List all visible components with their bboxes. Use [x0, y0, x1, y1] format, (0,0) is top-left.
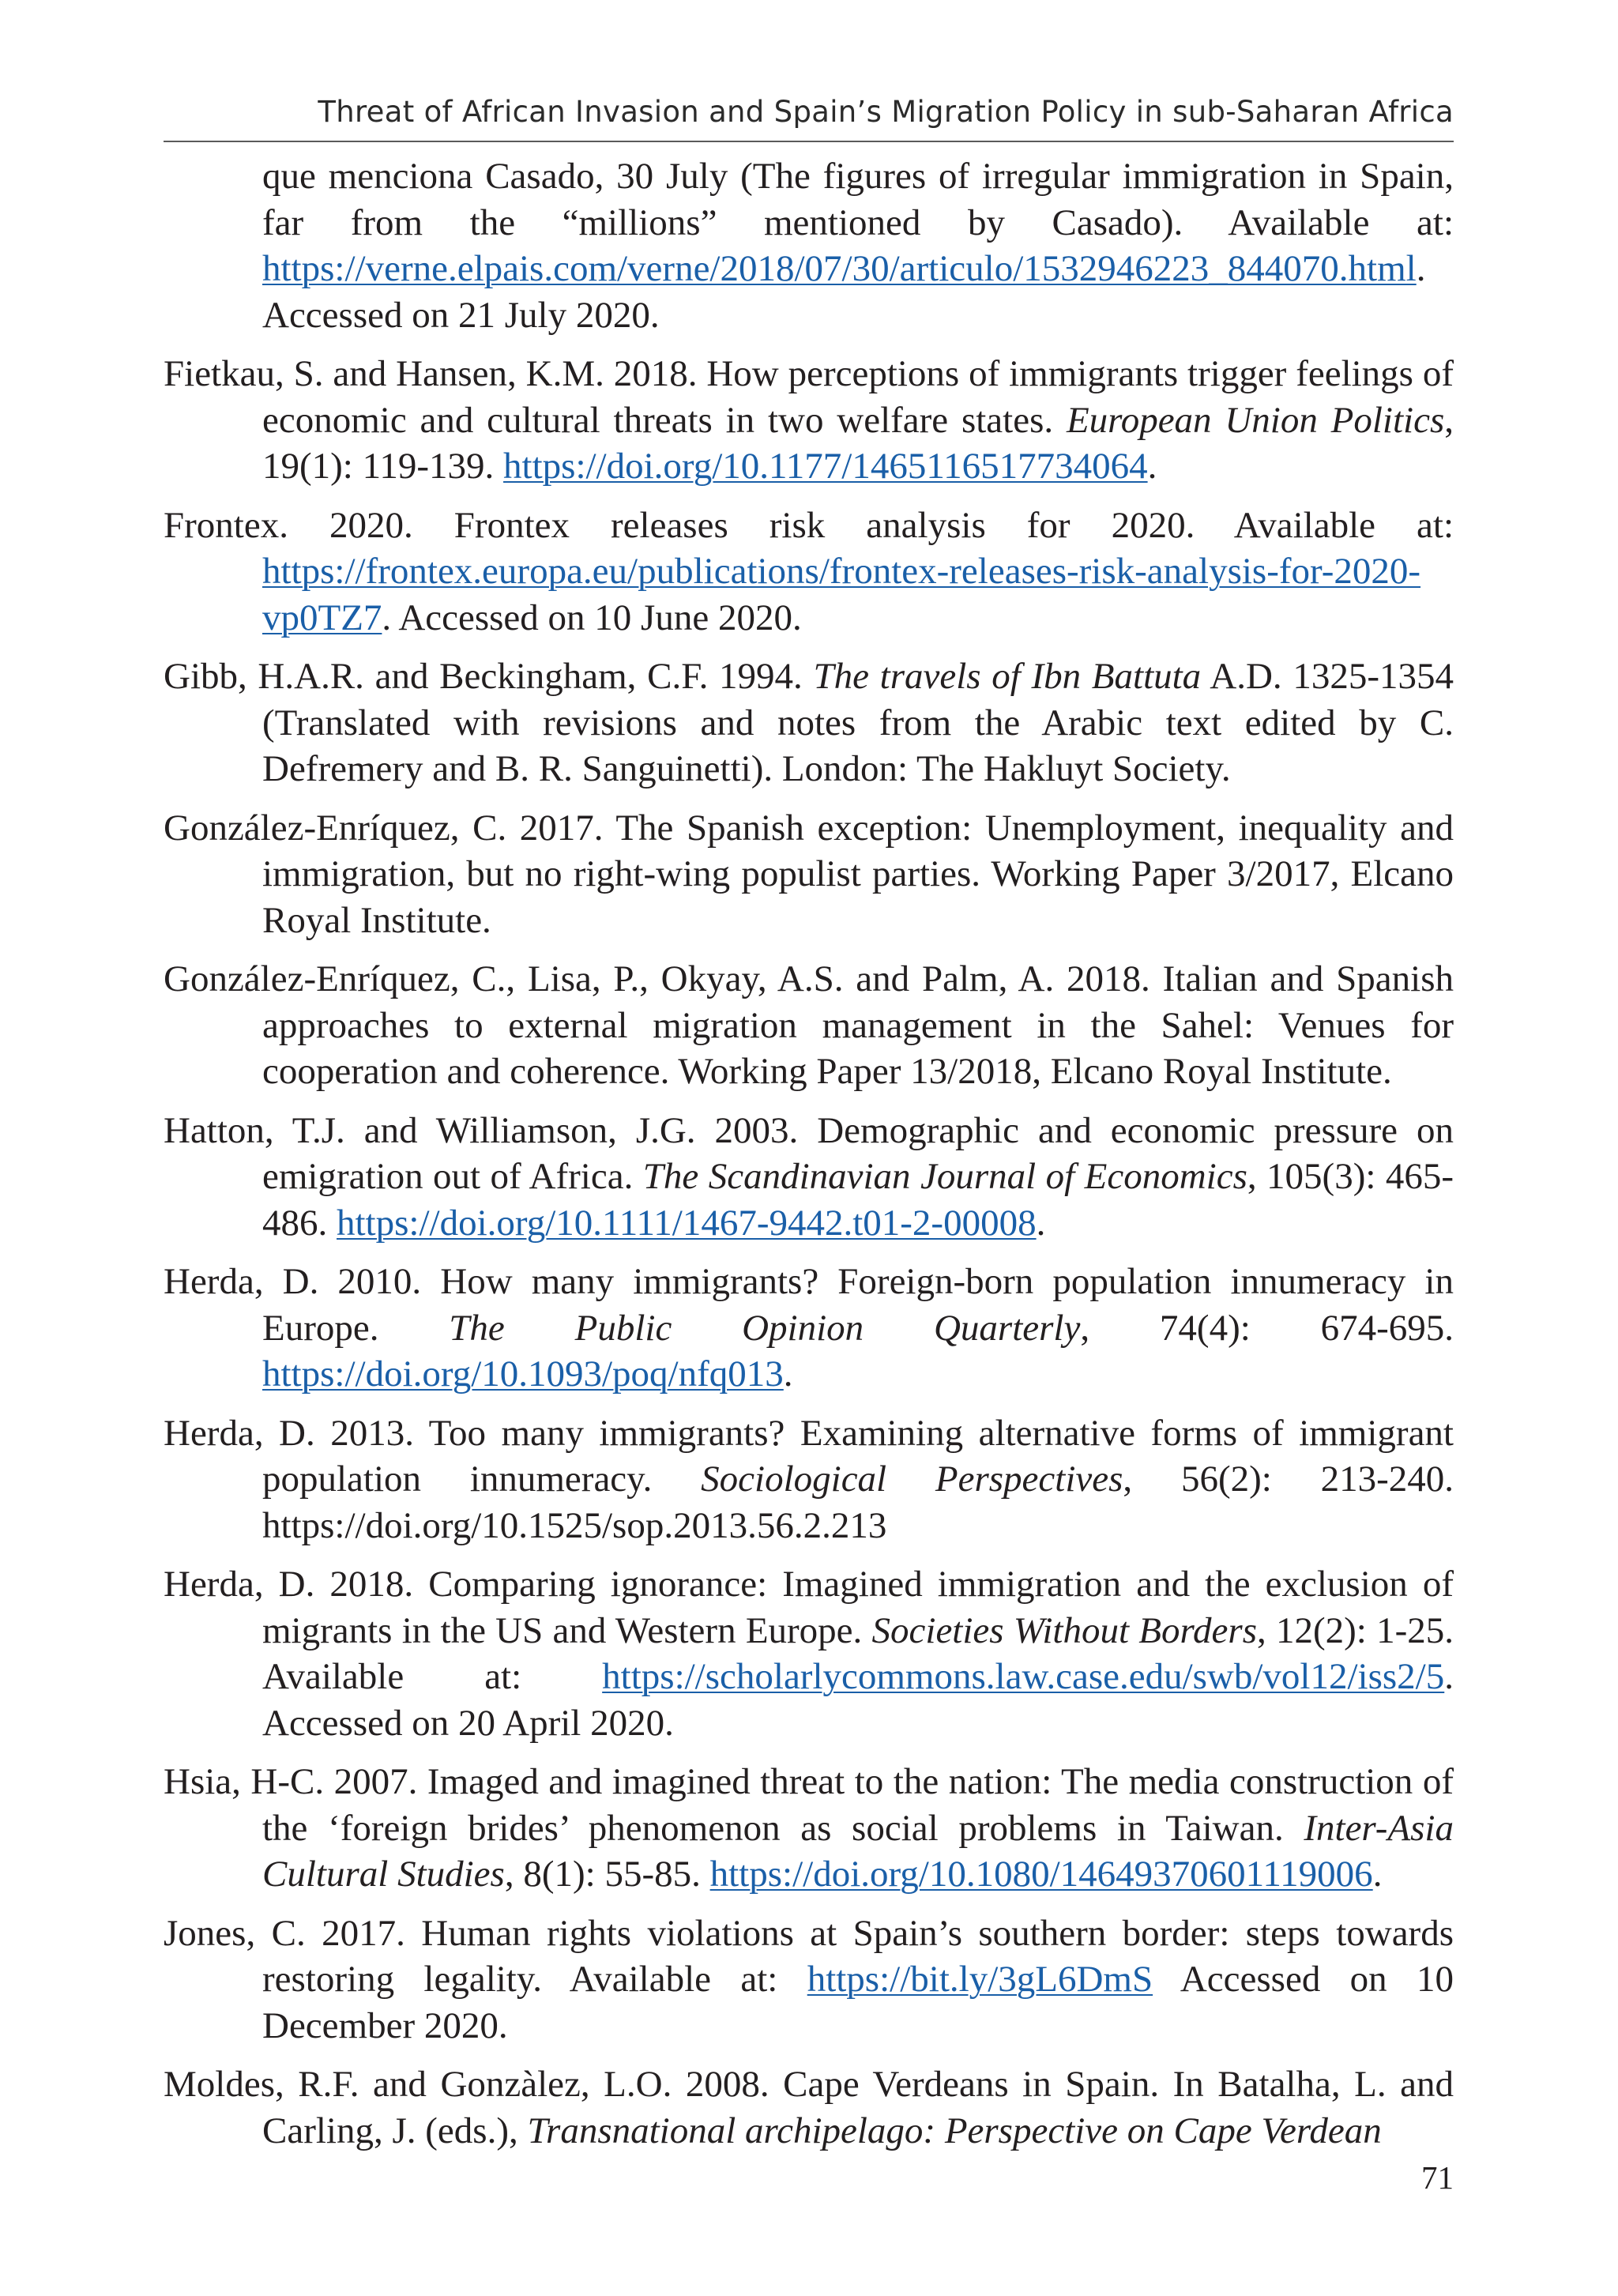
reference-text: Frontex. 2020. Frontex releases risk analysis for 2020. Available at:	[164, 504, 1454, 546]
reference-text: Jones, C. 2017. Human rights violations at Spain’s southern border: steps towards restoring legality. Available at:	[164, 1912, 1454, 2000]
reference-tail: .	[1036, 1202, 1046, 1244]
reference-text: Herda, D. 2013. Too many immigrants? Examining alternative forms of immigrant population innumeracy.	[164, 1412, 1454, 1500]
reference-link[interactable]: https://doi.org/10.1111/1467-9442.t01-2-00008	[337, 1202, 1037, 1244]
reference-link[interactable]: https://doi.org/10.1177/1465116517734064	[503, 446, 1148, 487]
reference-entry	[164, 653, 1454, 792]
reference-tail: . Accessed on 21 July 2020.	[262, 248, 1426, 336]
reference-tail: . Accessed on 10 June 2020.	[382, 597, 802, 638]
reference-entry	[164, 805, 1454, 944]
reference-link[interactable]: https://frontex.europa.eu/publications/frontex-releases-risk-analysis-for-2020-vp0TZ7	[262, 551, 1421, 638]
reference-link[interactable]: https://bit.ly/3gL6DmS	[807, 1959, 1153, 2000]
reference-title: Societies Without Borders	[871, 1609, 1257, 1651]
reference-title: The travels of Ibn Battuta	[813, 656, 1202, 697]
header-divider	[164, 141, 1454, 142]
reference-tail: Accessed on 10 December 2020.	[262, 1959, 1454, 2046]
reference-entry	[164, 502, 1454, 642]
reference-tail: .	[783, 1353, 793, 1395]
reference-text: , 8(1): 55-85.	[504, 1854, 710, 1895]
reference-tail: .	[1372, 1854, 1383, 1895]
reference-text: Moldes, R.F. and Gonzàlez, L.O. 2008. Cape Verdeans in Spain. In Batalha, L. and Carling, J. (eds.),	[164, 2064, 1454, 2151]
reference-title: The Scandinavian Journal of Economics	[642, 1156, 1247, 1197]
reference-text: Fietkau, S. and Hansen, K.M. 2018. How perceptions of immigrants trigger feelings of economic and cultural threats in two welfare states.	[164, 353, 1454, 441]
reference-link[interactable]: https://scholarlycommons.law.case.edu/swb/vol12/iss2/5	[602, 1656, 1445, 1697]
reference-title: Transnational archipelago: Perspective on Cape Verdean	[527, 2110, 1382, 2151]
reference-entry	[164, 153, 1454, 338]
reference-entry	[164, 1410, 1454, 1549]
reference-entry	[164, 1910, 1454, 2049]
reference-entry	[164, 1108, 1454, 1247]
page-number: 71	[1421, 2159, 1454, 2196]
reference-title: Inter-Asia Cultural Studies	[262, 1807, 1454, 1895]
reference-text: , 19(1): 119-139.	[262, 399, 1454, 487]
reference-entry	[164, 351, 1454, 490]
reference-text: , 74(4): 674-695.	[1080, 1307, 1454, 1349]
reference-text: Herda, D. 2018. Comparing ignorance: Imagined immigration and the exclusion of migrants in the US and Western Europe.	[164, 1564, 1454, 1651]
reference-text: , 105(3): 465-486.	[262, 1156, 1454, 1244]
running-head-title: Threat of African Invasion and Spain’s Migration Policy in sub-Saharan Africa	[318, 95, 1454, 129]
reference-text: González-Enríquez, C. 2017. The Spanish exception: Unemployment, inequality and immigration, but no right-wing populist parties. Working Paper 3/2017, Elcano Royal Institute.	[164, 807, 1454, 941]
reference-link[interactable]: https://doi.org/10.1093/poq/nfq013	[262, 1353, 784, 1395]
reference-text: A.D. 1325-1354 (Translated with revisions and notes from the Arabic text edited by C. Defremery and B. R. Sanguinetti). London: The Hakluyt Society.	[262, 656, 1454, 789]
reference-entry	[164, 1259, 1454, 1398]
reference-text: Hatton, T.J. and Williamson, J.G. 2003. Demographic and economic pressure on emigration out of Africa.	[164, 1109, 1454, 1197]
reference-title: Sociological Perspectives	[701, 1459, 1123, 1500]
reference-text: Herda, D. 2010. How many immigrants? Foreign-born population innumeracy in Europe.	[164, 1261, 1454, 1349]
reference-text: , 12(2): 1-25. Available at:	[262, 1609, 1454, 1697]
reference-tail: .	[1147, 446, 1157, 487]
reference-list	[164, 153, 1454, 2166]
reference-entry	[164, 2061, 1454, 2154]
reference-entry	[164, 956, 1454, 1095]
reference-link[interactable]: https://doi.org/10.1080/14649370601119006	[709, 1854, 1373, 1895]
reference-text: González-Enríquez, C., Lisa, P., Okyay, A.S. and Palm, A. 2018. Italian and Spanish approaches to external migration management in the Sahel: Venues for cooperation and coherence. Working Paper 13/2018, Elcano Royal Institute.	[164, 958, 1454, 1092]
reference-doi: https://doi.org/10.1525/sop.2013.56.2.213	[262, 1504, 887, 1546]
reference-text: Hsia, H-C. 2007. Imaged and imagined threat to the nation: The media construction of the ‘foreign brides’ phenomenon as social problems in Taiwan.	[164, 1761, 1454, 1849]
reference-entry	[164, 1759, 1454, 1898]
reference-title: The Public Opinion Quarterly	[449, 1307, 1081, 1349]
reference-text: Gibb, H.A.R. and Beckingham, C.F. 1994.	[164, 656, 814, 697]
reference-link[interactable]: https://verne.elpais.com/verne/2018/07/30/articulo/1532946223_844070.html	[262, 248, 1417, 289]
reference-text: que menciona Casado, 30 July (The figures of irregular immigration in Spain, far from the “millions” mentioned by Casado). Available at:	[262, 156, 1454, 243]
reference-title: European Union Politics	[1066, 399, 1445, 441]
reference-text: , 56(2): 213-240.	[1123, 1459, 1454, 1500]
reference-tail: . Accessed on 20 April 2020.	[262, 1656, 1454, 1744]
reference-entry	[164, 1561, 1454, 1746]
